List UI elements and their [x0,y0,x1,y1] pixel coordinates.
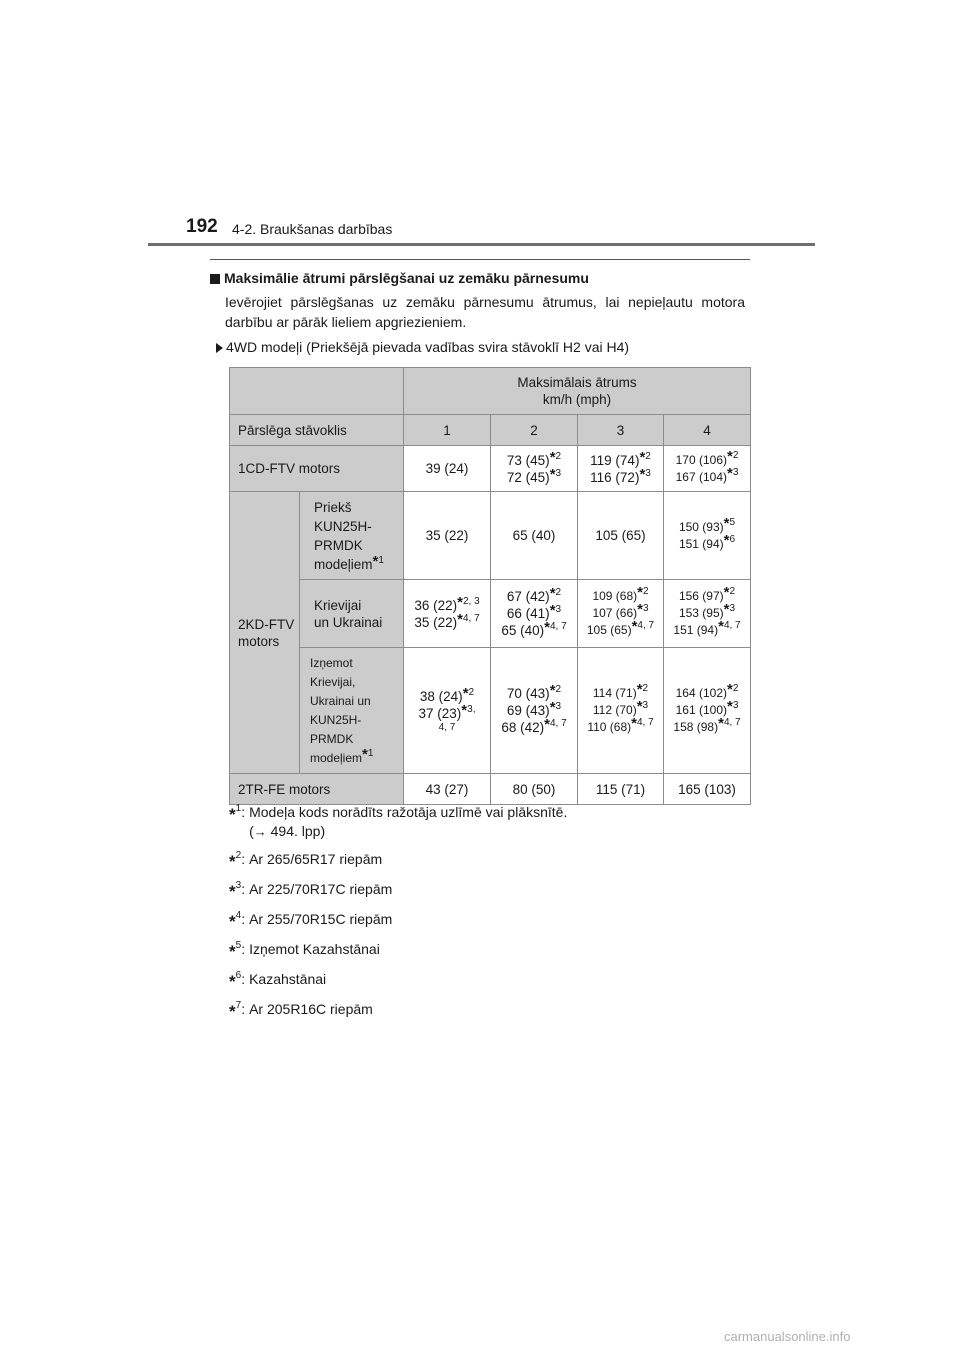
section-title: 4-2. Braukšanas darbības [232,221,393,237]
speed-cell: 67 $(42)^{*2}$ 66 $(41)^{*3}$ 65 $(40)^{*4, 7}$ [491,580,578,648]
footnote: *$^5$: Izņemot Kazahstānai [229,940,380,961]
engine-label: 2TR-FE motors [230,774,404,805]
max-speed-header: Maksimālais ātrums km/h (mph) [404,368,751,415]
speed-cell: 164 $(102)^{*2}$ 161 $(100)^{*3}$ 158 $(98)^{*4, 7}$ [664,648,751,774]
variant-label: Priekš KUN25H- PRMDK modeļiem$^{*1}$ [300,492,404,580]
speed-cell: 39 (24) [404,446,491,492]
arrow-icon: → [253,824,267,839]
gear-3: 3 [578,415,664,446]
gear-1: 1 [404,415,491,446]
variant-label: Krievijai un Ukrainai [300,580,404,648]
table-row [230,492,751,580]
page-number: 192 [186,216,218,237]
speed-cell: 105 (65) [578,492,664,580]
square-bullet-icon [210,274,220,284]
position-label: Pārslēga stāvoklis [230,415,404,446]
footnote: *$^4$: Ar 255/70R15C riepām [229,910,393,931]
speed-cell: 65 (40) [491,492,578,580]
engine-label: 1CD-FTV motors [230,446,404,492]
header-empty-cell [230,368,404,415]
footnotes [229,803,749,1030]
footnote: *$^7$: Ar 205R16C riepām [229,1000,373,1021]
section-rule [210,259,750,260]
speed-cell: 150 $(93)^{*5}$ 151 $(94)^{*6}$ [664,492,751,580]
downshift-speed-table [229,367,751,805]
subsection-heading [210,270,589,286]
intro-paragraph: Ievērojiet pārslēgšanas uz zemāku pārnesumu ātrumus, lai nepieļautu motora darbību ar pārāk lieliem apgriezieniem. [225,294,745,330]
watermark-url: carmanualsonline.info [724,1329,851,1344]
speed-cell: 109 $(68)^{*2}$ 107 $(66)^{*3}$ 105 $(65)^{*4, 7}$ [578,580,664,648]
speed-cell: 70 $(43)^{*2}$ 69 $(43)^{*3}$ 68 $(42)^{*4, 7}$ [491,648,578,774]
table-header-row [230,368,751,415]
speed-cell: 38 $(24)^{*2}$ 37 $(23)^{*3,}$ 4, 7 [404,648,491,774]
header-rule [148,243,815,246]
table-row [230,648,751,774]
engine-group-label: 2KD-FTV motors [230,492,300,774]
heading-text: Maksimālie ātrumi pārslēgšanai uz zemāku pārnesumu [224,270,589,286]
gear-row [230,415,751,446]
table-row [230,774,751,805]
footnote: *$^3$: Ar 225/70R17C riepām [229,880,393,901]
footnote: *$^1$: Modeļa kods norādīts ražotāja uzlīmē vai plāksnītē. (→ 494. lpp) [229,803,568,839]
footnote: *$^2$: Ar 265/65R17 riepām [229,850,383,871]
model-bullet [216,339,629,355]
footnote: *$^6$: Kazahstānai [229,970,327,991]
speed-cell: 43 (27) [404,774,491,805]
speed-cell: 165 (103) [664,774,751,805]
triangle-bullet-icon [216,343,223,353]
speed-cell: 114 $(71)^{*2}$ 112 $(70)^{*3}$ 110 $(68)^{*4, 7}$ [578,648,664,774]
table-row [230,446,751,492]
speed-cell: 119 $(74)^{*2}$ 116 $(72)^{*3}$ [578,446,664,492]
speed-cell: 170 $(106)^{*2}$ 167 $(104)^{*3}$ [664,446,751,492]
speed-cell: 35 (22) [404,492,491,580]
speed-cell: 115 (71) [578,774,664,805]
speed-cell: 73 $(45)^{*2}$ 72 $(45)^{*3}$ [491,446,578,492]
table-row [230,580,751,648]
speed-cell: 80 (50) [491,774,578,805]
bullet-text: 4WD modeļi (Priekšējā pievada vadības svira stāvoklī H2 vai H4) [226,339,630,355]
speed-cell: 156 $(97)^{*2}$ 153 $(95)^{*3}$ 151 $(94)^{*4, 7}$ [664,580,751,648]
gear-4: 4 [664,415,751,446]
speed-cell: 36 $(22)^{*2, 3}$ 35 $(22)^{*4, 7}$ [404,580,491,648]
variant-label: Izņemot Krievijai, Ukrainai un KUN25H- PRMDK modeļiem$^{*1}$ [300,648,404,774]
gear-2: 2 [491,415,578,446]
